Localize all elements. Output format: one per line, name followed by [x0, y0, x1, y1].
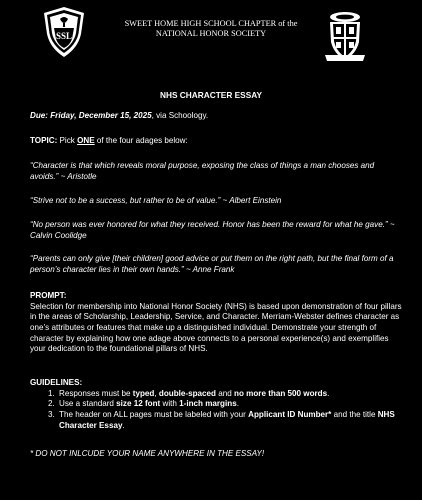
guideline-emph: no more than 500 words	[234, 388, 328, 398]
guideline-text: .	[122, 420, 125, 430]
guideline-text: with	[160, 399, 180, 409]
adage-3	[30, 220, 402, 241]
guideline-emph: 1-inch margins	[179, 399, 237, 409]
guideline-text: The header on ALL pages must be labeled with your	[59, 410, 249, 420]
guideline-item-3	[57, 410, 402, 431]
prompt-body: Selection for membership into National Honor Society (NHS) is based upon demonstration of four pillars in the areas of Scholarship, Leadership, Service, and Character. Merriam-Webster defines character as one’s attributes or features that make up a distinguished individual. Demonstrate your strength of character by explaining how one adage above connects to a personal experience(s) and exemplifies your dedication to the foundational pillars of NHS.	[30, 301, 402, 354]
svg-text:SSL: SSL	[55, 31, 73, 41]
due-date: Due: Friday, December 15, 2025	[30, 111, 152, 120]
due-submission: , via Schoology.	[151, 111, 209, 120]
guideline-text: .	[327, 388, 330, 398]
adage-quote: “No person was ever honored for what they received. Honor has been the reward for what he gave.”	[30, 220, 388, 229]
guideline-emph: typed	[132, 388, 155, 398]
adage-quote: “Character is that which reveals moral purpose, exposing the class of things a man chooses and avoids.”	[30, 161, 375, 181]
guideline-text: ,	[154, 388, 159, 398]
guideline-emph: double-spaced	[158, 388, 216, 398]
topic-label: TOPIC:	[30, 136, 58, 145]
guidelines-label: GUIDELINES:	[30, 378, 83, 387]
header-line-1: SWEET HOME HIGH SCHOOL CHAPTER of the	[124, 19, 298, 28]
adage-1	[30, 161, 402, 182]
guideline-emph: NHS Character Essay	[59, 410, 395, 430]
adage-quote: “Strive not to be a success, but rather to be of value.”	[30, 196, 221, 205]
guideline-text: and the title	[331, 410, 378, 420]
topic-line	[30, 136, 402, 147]
school-crest-logo	[323, 8, 367, 62]
nhs-emblem-logo	[43, 6, 85, 58]
prompt-section	[30, 291, 402, 355]
chapter-header	[100, 19, 322, 40]
adage-2	[30, 196, 402, 207]
guideline-text: .	[236, 399, 239, 409]
adage-author: ~ Aristotle	[58, 171, 97, 181]
guidelines-section	[30, 378, 402, 431]
topic-emphasis: ONE	[77, 136, 95, 145]
guideline-emph: size 12 font	[116, 399, 161, 409]
topic-text-pre: Pick	[57, 136, 78, 145]
adage-author: ~ Albert Einstein	[220, 196, 282, 205]
guideline-item-2	[57, 399, 402, 410]
footnote-warning: * DO NOT INLCUDE YOUR NAME ANYWHERE IN THE ESSAY!	[30, 449, 265, 458]
guideline-item-1	[57, 389, 402, 400]
adage-quote: “Parents can only give [their children] good advice or put them on the right path, but the final form of a person’s character lies in their own hands.”	[30, 254, 394, 274]
guideline-emph: Applicant ID Number*	[248, 410, 332, 420]
due-line	[30, 111, 402, 122]
guideline-text: Responses must be	[59, 388, 133, 398]
prompt-label: PROMPT:	[30, 291, 67, 300]
adage-author: ~ Calvin Coolidge	[30, 220, 395, 240]
adage-4	[30, 254, 402, 275]
topic-text-post: of the four adages below:	[94, 136, 188, 145]
guideline-text: Use a standard	[59, 399, 117, 409]
header-line-2: NATIONAL HONOR SOCIETY	[155, 29, 267, 39]
guideline-text: and	[216, 388, 235, 398]
document-title: NHS CHARACTER ESSAY	[159, 90, 263, 100]
adage-author: ~ Anne Frank	[183, 264, 235, 274]
guidelines-list	[30, 389, 402, 432]
